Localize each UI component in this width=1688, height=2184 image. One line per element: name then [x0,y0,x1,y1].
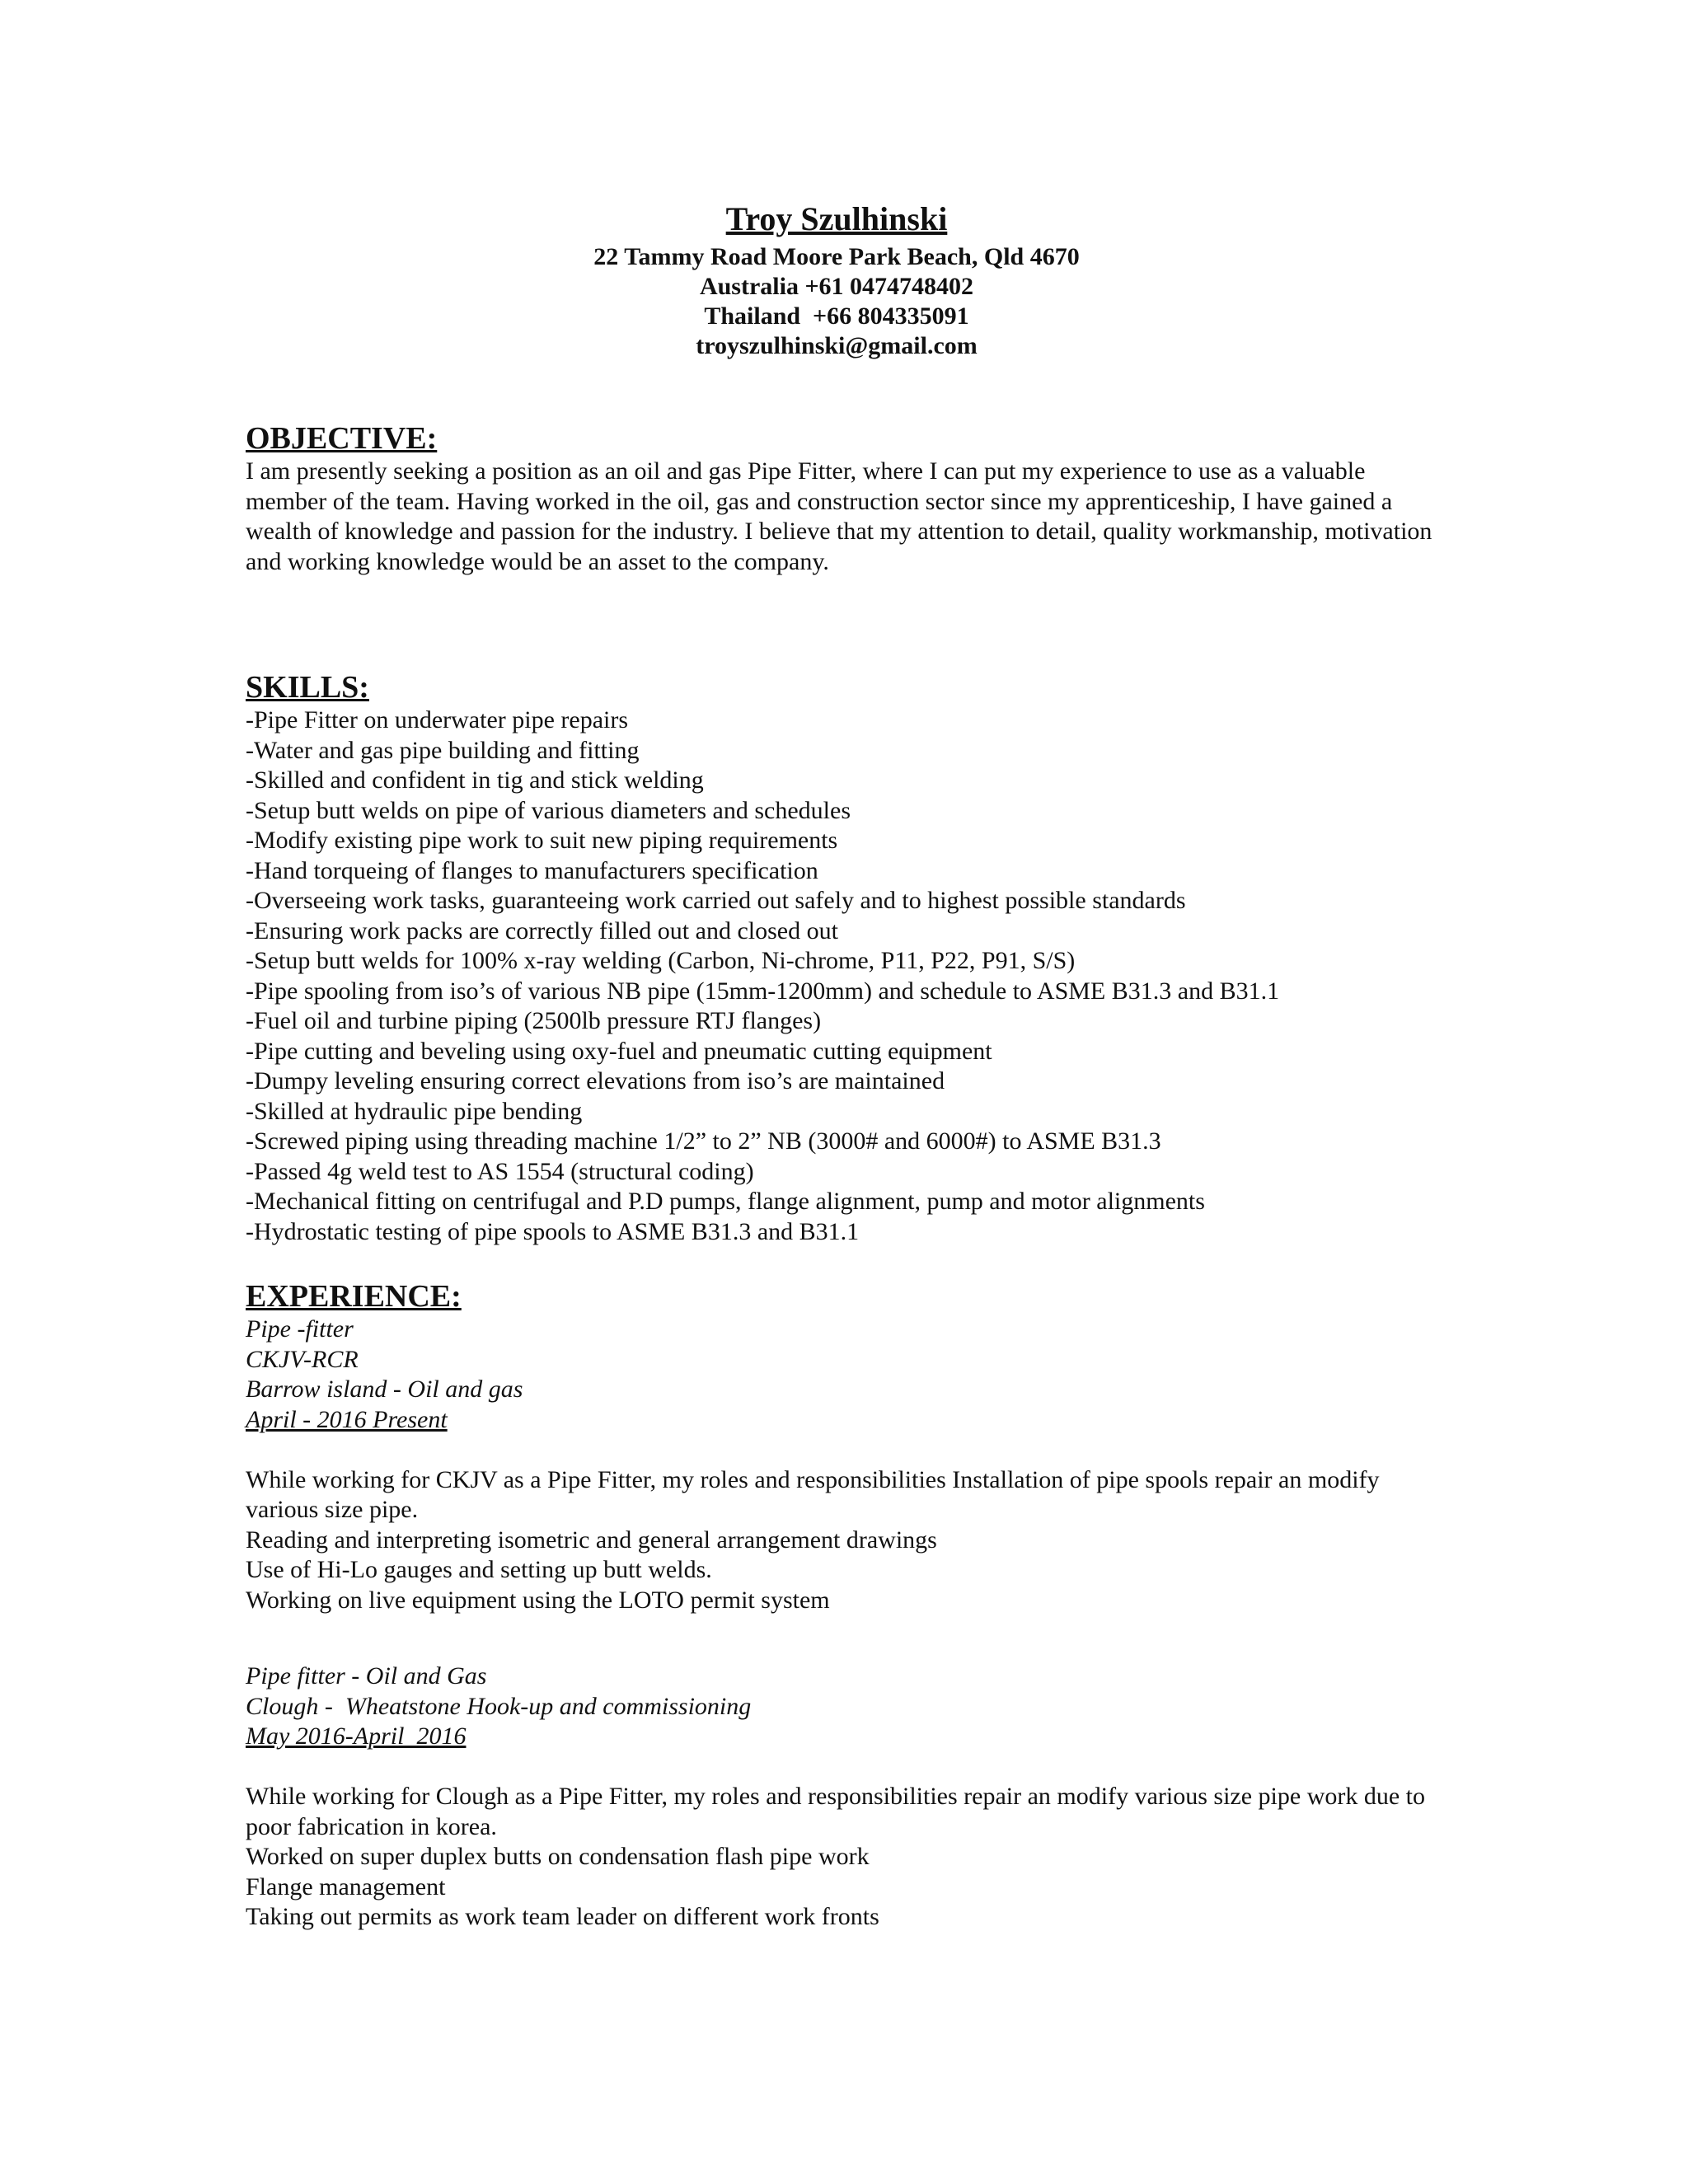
objective-section [246,420,1441,577]
address: 22 Tammy Road Moore Park Beach, Qld 4670 [593,243,1080,270]
skill-item: -Hydrostatic testing of pipe spools to ASME B31.3 and B31.1 [246,1217,860,1245]
phone-thailand: Thailand +66 804335091 [704,302,969,330]
skill-item: -Mechanical fitting on centrifugal and P.D pumps, flange alignment, pump and motor alignments [246,1188,1205,1215]
phone-australia: Australia +61 0474748402 [699,273,974,300]
job-dates: April - 2016 Present [246,1405,448,1433]
experience-heading: EXPERIENCE: [246,1279,462,1314]
job-description [246,1782,1441,1933]
experience-section-continued [246,1661,1441,1933]
skill-item: -Skilled at hydraulic pipe bending [246,1097,583,1125]
job-location: Barrow island - Oil and gas [246,1376,523,1403]
contact-header [0,196,1673,361]
job-role: Pipe fitter - Oil and Gas [246,1662,487,1690]
skill-item: -Hand torqueing of flanges to manufacturers specification [246,856,818,884]
skill-item: -Setup butt welds on pipe of various diameters and schedules [246,796,851,824]
skill-item: -Pipe spooling from iso’s of various NB pipe (15mm-1200mm) and schedule to ASME B31.3 and B31.1 [246,977,1280,1005]
job-description [246,1465,1441,1616]
skill-item: -Water and gas pipe building and fitting [246,736,640,764]
skill-item: -Passed 4g weld test to AS 1554 (structural coding) [246,1157,754,1185]
job-meta [246,1315,1441,1435]
job-description-line: Taking out permits as work team leader on different work fronts [246,1903,879,1930]
skill-item: -Pipe cutting and beveling using oxy-fuel and pneumatic cutting equipment [246,1037,992,1065]
skill-item: -Screwed piping using threading machine 1/2” to 2” NB (3000# and 6000#) to ASME B31.3 [246,1127,1161,1155]
job-description-line: Use of Hi-Lo gauges and setting up butt welds. [246,1556,712,1583]
job-dates: May 2016-April 2016 [246,1722,467,1750]
job-description-line: While working for CKJV as a Pipe Fitter, my roles and responsibilities Installation of pipe spools repair an modify various size pipe. [246,1465,1380,1523]
job-description-line: While working for Clough as a Pipe Fitter, my roles and responsibilities repair an modify various size pipe work due to poor fabrication in korea. [246,1783,1426,1840]
job-company: CKJV-RCR [246,1345,359,1373]
skill-item: -Skilled and confident in tig and stick welding [246,766,704,794]
email: troyszulhinski@gmail.com [696,332,978,359]
job-entry [246,1315,1441,1615]
job-meta [246,1661,1441,1752]
skill-item: -Fuel oil and turbine piping (2500lb pressure RTJ flanges) [246,1007,822,1034]
objective-heading: OBJECTIVE: [246,421,438,456]
job-company: Clough - Wheatstone Hook-up and commissioning [246,1692,752,1720]
skill-item: -Dumpy leveling ensuring correct elevations from iso’s are maintained [246,1067,945,1094]
skill-item: -Pipe Fitter on underwater pipe repairs [246,706,629,733]
job-description-line: Working on live equipment using the LOTO permit system [246,1586,830,1614]
job-role: Pipe -fitter [246,1315,354,1343]
skills-heading: SKILLS: [246,670,369,705]
job-description-line: Flange management [246,1872,446,1900]
job-entry [246,1661,1441,1933]
skill-item: -Modify existing pipe work to suit new piping requirements [246,827,838,854]
candidate-name: Troy Szulhinski [725,200,948,237]
skill-item: -Overseeing work tasks, guaranteeing work carried out safely and to highest possible standards [246,887,1186,914]
skills-list [246,705,1441,1247]
job-description-line: Reading and interpreting isometric and general arrangement drawings [246,1526,937,1554]
skills-section [246,669,1441,1247]
job-description-line: Worked on super duplex butts on condensation flash pipe work [246,1843,870,1870]
objective-text: I am presently seeking a position as an oil and gas Pipe Fitter, where I can put my experience to use as a valuable member of the team. Having worked in the oil, gas and construction sector since my apprenticeship, I have gained a wealth of knowledge and passion for the industry. I believe that my attention to detail, quality workmanship, motivation and working knowledge would be an asset to the company. [246,457,1432,575]
skill-item: -Ensuring work packs are correctly filled out and closed out [246,916,838,944]
experience-section [246,1278,1441,1615]
skill-item: -Setup butt welds for 100% x-ray welding (Carbon, Ni-chrome, P11, P22, P91, S/S) [246,947,1076,974]
